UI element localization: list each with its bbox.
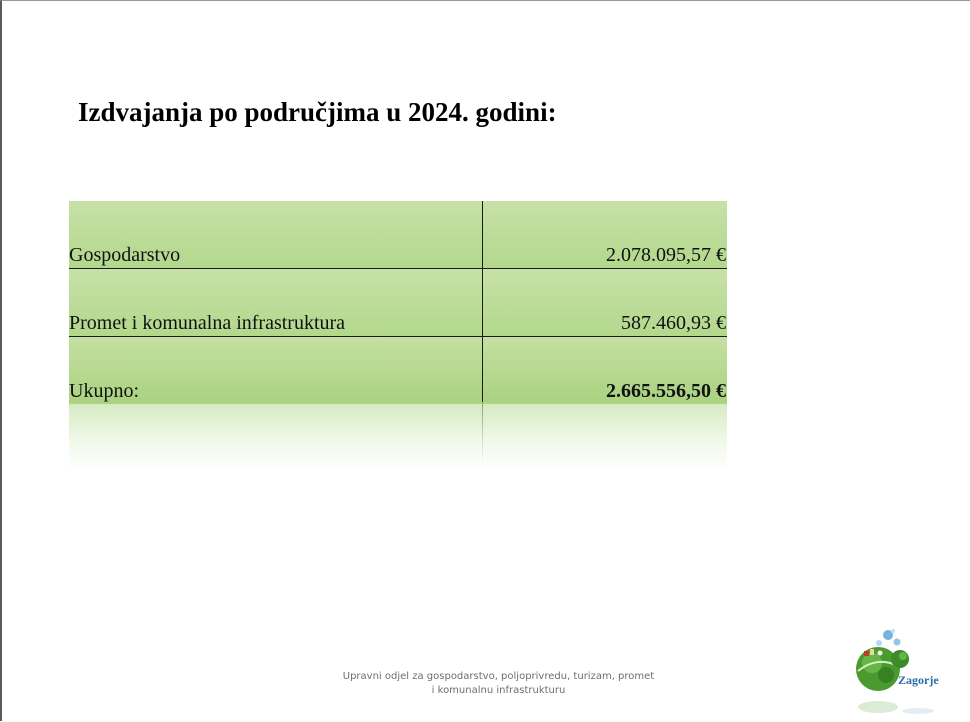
footer-line-2: i komunalnu infrastrukturu (431, 685, 566, 696)
logo-text: Zagorje (898, 673, 939, 687)
column-divider-reflection (482, 403, 483, 463)
allocation-table (69, 201, 727, 404)
table-row-total (69, 337, 727, 404)
footer (332, 670, 665, 698)
column-divider (482, 201, 483, 402)
table-reflection (69, 403, 727, 471)
row-label: Promet i komunalna infrastruktura (69, 312, 346, 334)
total-label: Ukupno: (69, 380, 139, 402)
slide-title: Izdvajanja po područjima u 2024. godini: (78, 97, 557, 127)
row-value: 2.078.095,57 € (606, 244, 726, 266)
table-row (69, 269, 727, 337)
logo-reflection-icon (848, 701, 942, 722)
row-value: 587.460,93 € (621, 312, 726, 334)
footer-line-1: Upravni odjel za gospodarstvo, poljoprivredu, turizam, promet (342, 671, 655, 682)
row-label: Gospodarstvo (69, 244, 181, 266)
zagorje-logo (848, 625, 942, 697)
table-row (69, 201, 727, 269)
total-value: 2.665.556,50 € (606, 380, 726, 402)
logo-reflection (848, 701, 942, 722)
